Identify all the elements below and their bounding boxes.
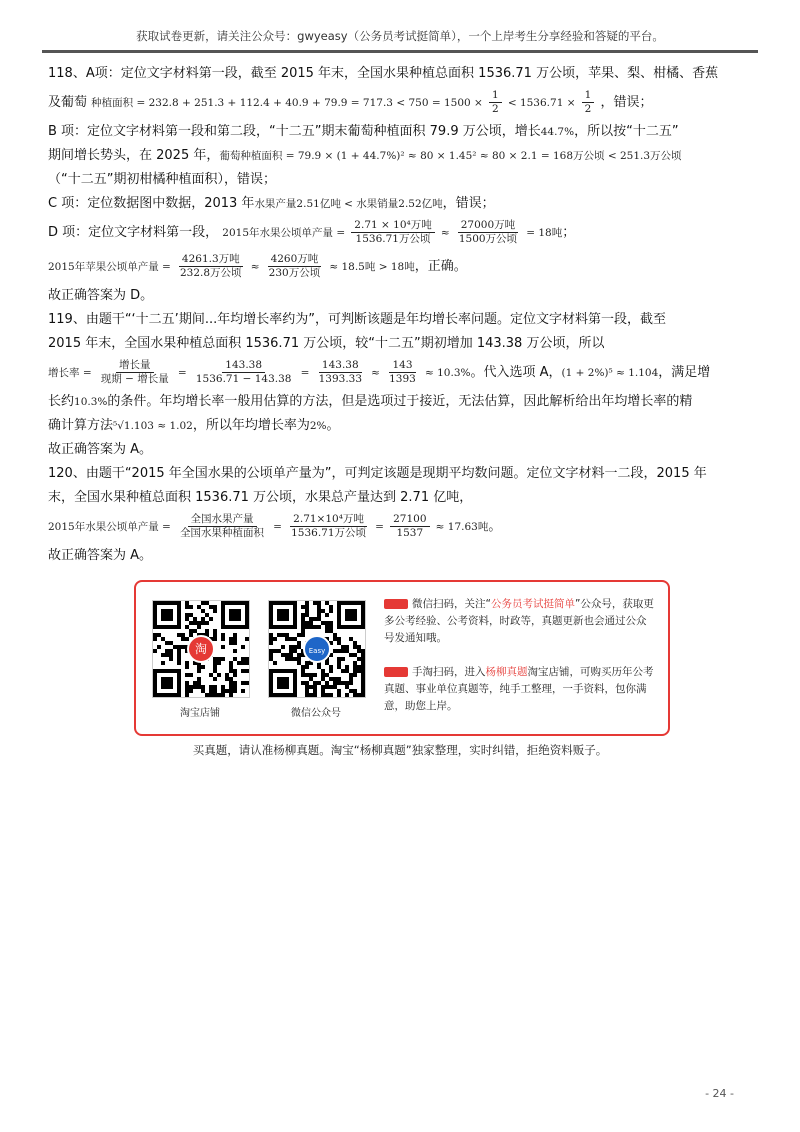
q118-b-line2: 期间增长势头，在 2025 年，葡萄种植面积 = 79.9 × (1 + 44.7%)² ≈ 80 × 1.45² ≈ 80 × 2.1 = 168万公顷 < 251.3万公顷 — [48, 148, 682, 163]
q118-a-formula: 种植面积 = 232.8 + 251.3 + 112.4 + 40.9 + 79.9 = 717.3 < 750 = 1500 × — [91, 97, 483, 109]
fraction: $\frac{1}{2}$ — [489, 89, 502, 116]
fraction: $\frac{\text{增长量}}{\text{现期 − 增长量}}$ — [100, 359, 169, 385]
q118-b-formula: 葡萄种植面积 = 79.9 × (1 + 44.7%)² ≈ 80 × 1.45² ≈ 80 × 2.1 = 168万公顷 < 251.3万公顷 — [219, 150, 682, 162]
promo-taobao-text: 手淘扫码，进入杨柳真题淘宝店铺，可购买历年公考真题、事业单位真题等，纯手工整理，一手资料，包你满意，助您上岸。 — [384, 666, 654, 712]
q120-line2: 末，全国水果种植总面积 1536.71 万公顷，水果总产量达到 2.71 亿吨， — [48, 490, 473, 505]
q118-d-line2: 2015年苹果公顷单产量 = $\frac{\text{4261.3万吨}}{\text{232.8万公顷}}$ ≈ $\frac{\text{4260万吨}}{\text{230万公顷}}$ ≈ 18.5吨 > 18吨，正确。 — [48, 253, 467, 279]
taobao-shop-name: 杨柳真题 — [485, 666, 528, 678]
fraction: $\frac{\text{4261.3万吨}}{\text{232.8万公顷}}$ — [180, 253, 242, 279]
q119-line4: 长约10.3%的条件。年均增长率一般用估算的方法，但是选项过于接近，无法估算，因此解析给出年均增长率的精 — [48, 394, 693, 409]
document-body — [48, 62, 760, 568]
fraction: $\frac{143.38}{1393.33}$ — [318, 359, 363, 385]
q118-a-line1: 118、A项：定位文字材料第一段，截至 2015 年末，全国水果种植总面积 1536.71 万公顷，苹果、梨、柑橘、香蕉 — [48, 66, 719, 81]
fraction: $\frac{\text{2.71×10⁴万吨}}{\text{1536.71万公顷}}$ — [291, 513, 367, 539]
q119-formula-line: 增长率 = $\frac{\text{增长量}}{\text{现期 − 增长量}}$ = $\frac{143.38}{1536.71 - 143.38}$ = $\frac{143.38}{1393.33}$ ≈ $\frac{143}{1393}$ ≈ 10.3%。代入选项 A，(1 + 2%)⁵ ≈ 1.104，满足增 — [48, 359, 711, 385]
pointing-hand-icon — [384, 599, 408, 609]
q118-a-verdict: ，错误； — [600, 95, 653, 110]
fraction: $\frac{143}{1393}$ — [389, 359, 416, 385]
wechat-qr-code[interactable] — [268, 600, 366, 698]
q120-answer: 故正确答案为 A。 — [48, 548, 153, 563]
taobao-qr-caption: 淘宝店铺 — [180, 708, 220, 719]
q119-line2: 2015 年末，全国水果种植总面积 1536.71 万公顷，较“十二五”期初增加 143.38 万公顷，所以 — [48, 336, 605, 351]
fraction: $\frac{\text{全国水果产量}}{\text{全国水果种植面积}}$ — [180, 513, 264, 539]
q118-c-line: C 项：定位数据图中数据，2013 年水果产量2.51亿吨 < 水果销量2.52亿吨，错误； — [48, 196, 495, 211]
promo-box — [134, 580, 670, 736]
q118-b-line3: （“十二五”期初柑橘种植面积），错误； — [48, 172, 276, 187]
taobao-qr-code[interactable] — [152, 600, 250, 698]
page-header: 获取试卷更新，请关注公众号：gwyeasy（公务员考试挺简单），一个上岸考生分享经验和答疑的平台。 — [136, 29, 664, 43]
fraction: $\frac{143.38}{1536.71 - 143.38}$ — [195, 359, 292, 385]
q118-answer: 故正确答案为 D。 — [48, 288, 154, 303]
q119-line1: 119、由题干“‘十二五’期间...年均增长率约为”，可判断该题是年均增长率问题。定位文字材料第一段，截至 — [48, 312, 666, 327]
header-rule — [42, 50, 758, 53]
svg-text:Easy: Easy — [308, 647, 326, 655]
q118-a-line2 — [48, 86, 760, 120]
q118-b-line1: B 项：定位文字材料第一段和第二段，“十二五”期末葡萄种植面积 79.9 万公顷，增长44.7%，所以按“十二五” — [48, 124, 679, 139]
fraction: $\frac{\text{4260万吨}}{\text{230万公顷}}$ — [268, 253, 321, 279]
fraction: $\frac{1}{2}$ — [582, 89, 595, 116]
page-number: - 24 - — [705, 1087, 734, 1100]
qr-code-icon — [153, 601, 249, 697]
pointing-hand-icon — [384, 667, 408, 677]
q118-a-prefix: 及葡萄 — [48, 95, 88, 110]
q118-a-formula-2: < 1536.71 × — [507, 97, 576, 109]
promo-wechat-text: 微信扫码，关注“公务员考试挺简单”公众号，获取更多公考经验、公考资料，时政等，真题更新也会通过公众号发通知哦。 — [384, 598, 654, 644]
fraction: $\frac{\text{2.71 × 10⁴万吨}}{\text{1536.71万公顷}}$ — [351, 219, 434, 246]
wechat-account-name: 公务员考试挺简单 — [490, 598, 575, 610]
q120-formula-line: 2015年水果公顷单产量 = $\frac{\text{全国水果产量}}{\text{全国水果种植面积}}$ = $\frac{\text{2.71×10⁴万吨}}{\text{1536.71万公顷}}$ = $\frac{27100}{1537}$ ≈ 17.63吨。 — [48, 513, 502, 539]
q120-line1: 120、由题干“2015 年全国水果的公顷单产量为”，可判定该题是现期平均数问题。定位文字材料一二段，2015 年 — [48, 466, 707, 481]
footer-note: 买真题，请认准杨柳真题。淘宝“杨柳真题”独家整理，实时纠错，拒绝资料贩子。 — [192, 743, 608, 757]
q119-answer: 故正确答案为 A。 — [48, 442, 153, 457]
svg-text:淘: 淘 — [194, 642, 208, 656]
wechat-qr-caption: 微信公众号 — [291, 708, 341, 719]
fraction: $\frac{\text{27000万吨}}{\text{1500万公顷}}$ — [458, 219, 518, 245]
q119-line5: 确计算方法⁵√1.103 ≈ 1.02，所以年均增长率为2%。 — [48, 418, 340, 433]
qr-code-icon — [269, 601, 365, 697]
fraction: $\frac{27100}{1537}$ — [390, 513, 429, 540]
q118-c-formula: 水果产量2.51亿吨 < 水果销量2.52亿吨 — [254, 198, 443, 210]
q118-d-line: D 项：定位文字材料第一段， 2015年水果公顷单产量 = $\frac{\text{2.71 × 10⁴万吨}}{\text{1536.71万公顷}}$ ≈ $\frac{\text{27000万吨}}{\text{1500万公顷}}$ = 18吨； — [48, 219, 576, 245]
